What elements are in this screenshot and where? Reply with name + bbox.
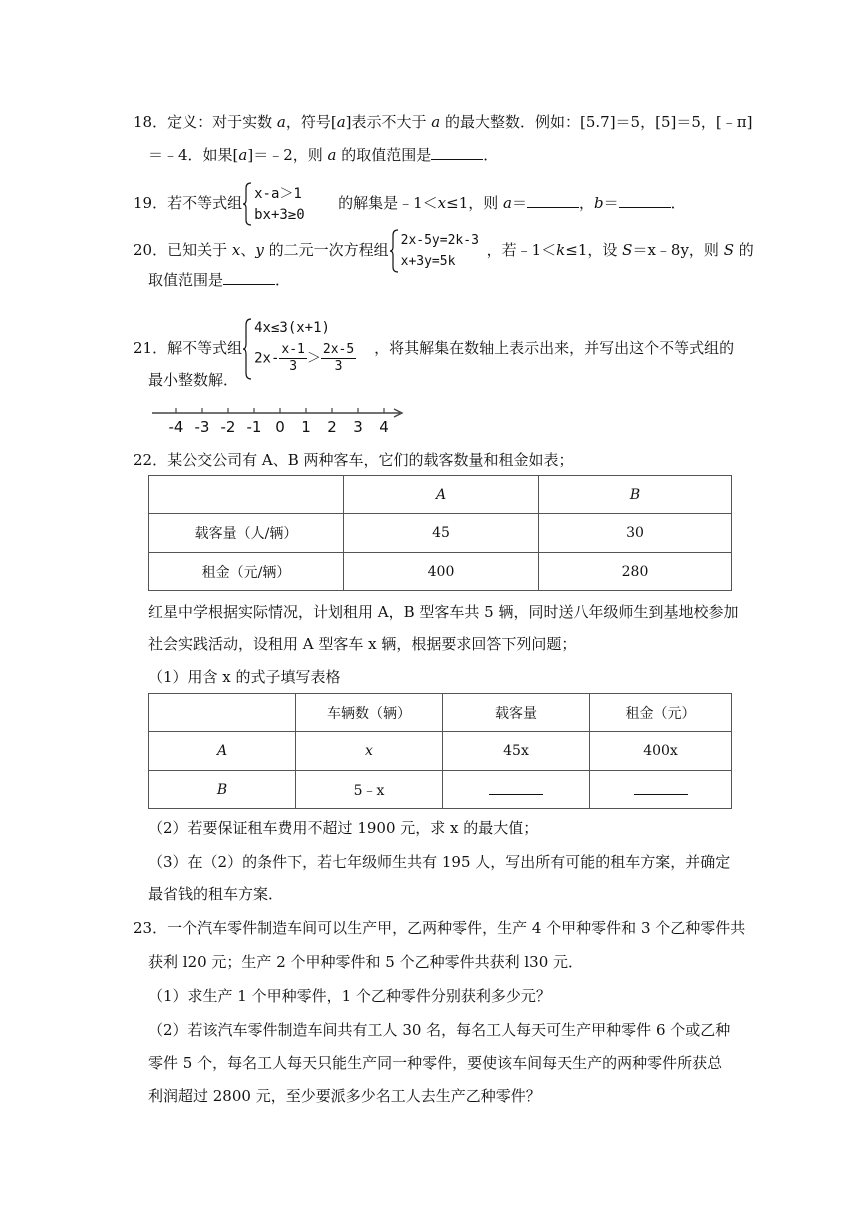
axis-tick-label: -3 — [194, 418, 210, 436]
table-row: 载客量（人/辆） 45 30 — [149, 514, 732, 553]
axis-tick-label: 2 — [327, 418, 337, 436]
q19-eq1: x-a＞1 — [254, 186, 302, 202]
brace-icon — [242, 182, 252, 226]
q22-line1: 22．某公交公司有 A、B 两种客车，它们的载客数量和租金如表； — [133, 451, 574, 469]
answer-blank[interactable] — [223, 270, 275, 285]
q18-line1: 18．定义：对于实数 a，符号[a]表示不大于 a 的最大整数．例如：[5.7]＝5，[5]＝5，[﹣π] — [133, 113, 753, 131]
q21-eq1: 4x≤3(x+1) — [254, 320, 330, 336]
q22-sub2: （2）若要保证租车费用不超过 1900 元，求 x 的最大值； — [148, 819, 539, 837]
brace-icon — [242, 318, 252, 380]
q23-line1: 23．一个汽车零件制造车间可以生产甲，乙两种零件，生产 4 个甲种零件和 3 个乙种零件共 — [133, 919, 746, 937]
q22-sub3: （3）在（2）的条件下，若七年级师生共有 195 人，写出所有可能的租车方案，并确定 — [148, 853, 731, 871]
q23-sub2-line1: （2）若该汽车零件制造车间共有工人 30 名，每名工人每天可生产甲种零件 6 个或乙种 — [148, 1021, 731, 1039]
q22-table2 — [148, 693, 732, 809]
q20-eq2: x+3y=5k — [400, 254, 456, 269]
q21-eq2: 2x- $\frac{x-1}{3}$ ＞ $\frac{2x-5}{3}$ — [254, 342, 355, 374]
answer-blank-b[interactable] — [619, 193, 671, 208]
axis-ticks — [169, 408, 389, 436]
axis-tick-label: -1 — [246, 418, 262, 436]
number-line — [148, 400, 410, 436]
axis-tick-label: 0 — [275, 418, 285, 436]
answer-blank[interactable] — [489, 780, 543, 795]
q23-line2: 获利 l20 元；生产 2 个甲种零件和 5 个乙种零件共获利 l30 元． — [148, 953, 584, 971]
q22-sub3-cont: 最省钱的租车方案． — [148, 885, 284, 903]
q20-line1: 20．已知关于 x、y 的二元一次方程组 2x-5y=2k-3 x+3y=5k ，若﹣1＜k≤1，设 S＝x﹣8y，则 S 的 — [133, 229, 754, 273]
q20-eq1: 2x-5y=2k-3 — [400, 233, 479, 248]
q23-sub1: （1）求生产 1 个甲种零件，1 个乙种零件分别获利多少元？ — [148, 987, 551, 1005]
q22-table1 — [148, 475, 732, 591]
fraction: $\frac{2x-5}{3}$ — [322, 342, 355, 374]
q20-number: 20． — [133, 241, 168, 259]
q18-line2: ＝﹣4．如果[a]＝﹣2，则 a 的取值范围是 ． — [148, 146, 499, 164]
q23-number: 23． — [133, 919, 168, 937]
q19-number: 19． — [133, 194, 168, 212]
q23-sub2-line2: 零件 5 个，每名工人每天只能生产同一种零件，要使该车间每天生产的两种零件所获总 — [148, 1054, 723, 1072]
q22-paragraph2: 社会实践活动，设租用 A 型客车 x 辆，根据要求回答下列问题； — [148, 635, 577, 653]
table-row: 租金（元/辆） 400 280 — [149, 553, 732, 591]
q19-line: 19．若不等式组 x-a＞1 bx+3≥0 的解集是﹣1＜x≤1，则 a＝ ，b＝ ． — [133, 182, 686, 226]
q21-line2: 最小整数解． — [148, 371, 239, 389]
axis-tick-label: -4 — [168, 418, 184, 436]
table-header-row: 车辆数（辆） 载客量 租金（元） — [149, 694, 732, 732]
table-header-row: A B — [149, 476, 732, 514]
q21-number: 21． — [133, 339, 168, 357]
answer-blank-a[interactable] — [527, 193, 579, 208]
fraction: $\frac{x-1}{3}$ — [281, 342, 305, 374]
q21-line1: 21．解不等式组 4x≤3(x+1) 2x- $\frac{x-1}{3}$ ＞ $\frac{2x-5}{3}$ ，将其解集在数轴上表示出来，并写出这个不等式组的 — [133, 318, 734, 380]
q20-line2: 取值范围是 ． — [148, 271, 291, 289]
axis-tick-label: 1 — [301, 418, 311, 436]
axis-tick-label: -2 — [220, 418, 236, 436]
q19-eq2: bx+3≥0 — [254, 207, 305, 223]
q20-system — [389, 229, 487, 273]
answer-blank[interactable] — [431, 145, 483, 160]
table-row: B 5﹣x — [149, 771, 732, 809]
q21-system — [242, 318, 374, 380]
table-row: A x 45x 400x — [149, 732, 732, 771]
q19-system — [242, 182, 338, 226]
axis-tick-label: 4 — [379, 418, 389, 436]
brace-icon — [389, 229, 399, 273]
axis-tick-label: 3 — [353, 418, 363, 436]
q22-sub1: （1）用含 x 的式子填写表格 — [148, 668, 341, 686]
q23-sub2-line3: 利润超过 2800 元，至少要派多少名工人去生产乙种零件？ — [148, 1087, 541, 1105]
answer-blank[interactable] — [634, 780, 688, 795]
q18-number: 18． — [133, 113, 168, 131]
q22-number: 22． — [133, 451, 168, 469]
q22-paragraph1: 红星中学根据实际情况，计划租用 A，B 型客车共 5 辆，同时送八年级师生到基地校参加 — [148, 603, 739, 621]
